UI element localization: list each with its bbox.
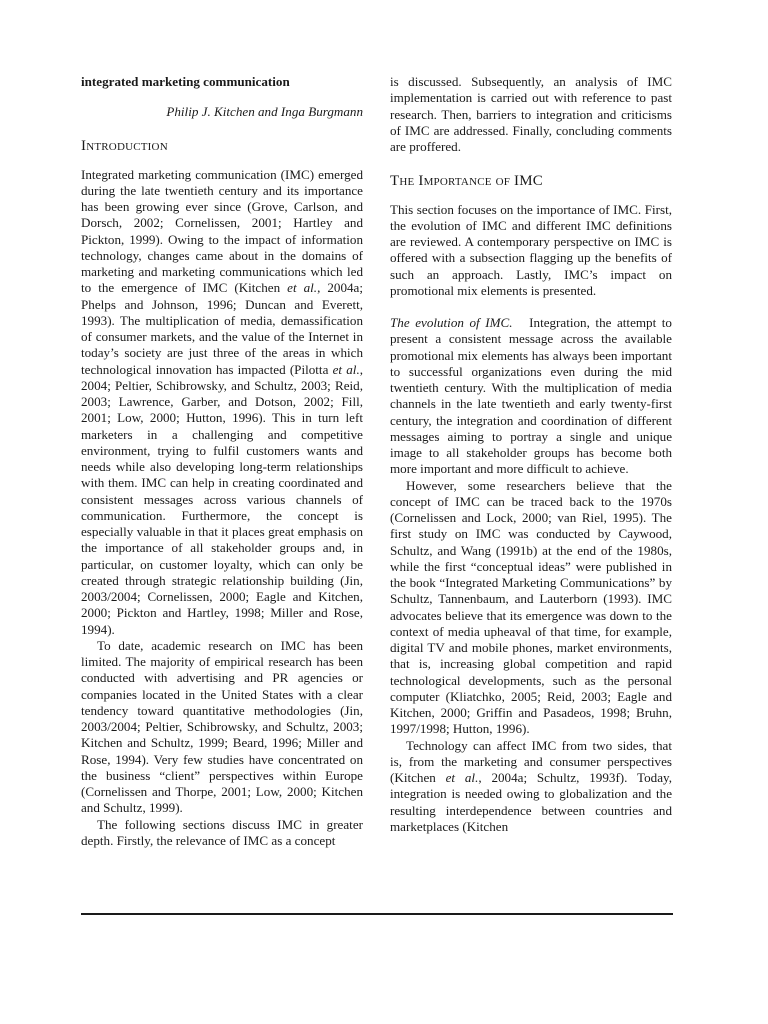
evolution-paragraph-3-part-a: Technology can affect IMC from two sides, that is, from the marketing and consumer perspectives (Kitchen <box>390 737 672 785</box>
intro-paragraph-3: The following sections discuss IMC in greater depth. Firstly, the relevance of IMC as a concept <box>81 816 363 848</box>
left-column <box>81 74 363 849</box>
section-heading-importance: The Importance of IMC <box>390 173 543 190</box>
footer-rule <box>81 913 673 915</box>
right-column <box>390 74 672 835</box>
article-title: integrated marketing communication <box>81 74 290 89</box>
evolution-paragraph-3 <box>390 738 672 836</box>
paragraph-gap <box>390 299 672 315</box>
article-authors: Philip J. Kitchen and Inga Burgmann <box>166 104 363 119</box>
et-al-italic: et al. <box>332 361 360 377</box>
section-heading-introduction: Introduction <box>81 138 168 155</box>
evolution-paragraph-1 <box>390 315 672 478</box>
intro-paragraph-1-part-b: , 2004a; Phelps and Johnson, 1996; Duncan and Everett, 1993). The multiplication of media, demassification of consumer markets, and the value of the Internet in today’s society are just three of the areas in which technological innovation has impacted (Pilotta <box>81 280 363 377</box>
et-al-italic: et al. <box>445 770 479 785</box>
intro-paragraph-1-part-c: , 2004; Peltier, Schibrowsky, and Schultz, 2003; Reid, 2003; Lawrence, Garber, and Dotson, 2002; Fill, 2001; Low, 2000; Hutton, 1996). This in turn left marketers in a challenging and competitive environment, trying to fulfil customers wants and needs while also developing long-term relationships with them. IMC can help in creating coordinated and consistent messages across various channels of communication. Furthermore, the concept is especially valuable in that it places great emphasis on the importance of all stakeholder groups and, in particular, on customer loyalty, which can only be created through strategic relationship building (Jin, 2003/2004; Cornelissen, 2000; Eagle and Kitchen, 2000; Pickton and Hartley, 1998; Miller and Rose, 1994). <box>81 361 363 637</box>
continued-paragraph: is discussed. Subsequently, an analysis of IMC implementation is carried out with reference to past research. Then, barriers to integration and criticisms of IMC are addressed. Finally, concluding comments are proffered. <box>390 74 672 154</box>
intro-paragraph-1 <box>81 167 363 638</box>
subheading-evolution: The evolution of IMC. <box>390 315 513 330</box>
importance-paragraph-1: This section focuses on the importance of IMC. First, the evolution of IMC and different IMC definitions are reviewed. A contemporary perspective on IMC is offered with a subsection flagging up the benefits of such an approach. Lastly, IMC’s impact on promotional mix elements is presented. <box>390 201 672 298</box>
intro-paragraph-2: To date, academic research on IMC has been limited. The majority of empirical research has been conducted with advertising and PR agencies or companies located in the United States with a clear tendency toward quantitative methodologies (Jin, 2003/2004; Peltier, Schibrowsky, and Schultz, 2003; Kitchen and Schultz, 1999; Beard, 1996; Miller and Rose, 1994). Very few studies have concentrated on the business “client” perspectives within Europe (Cornelissen and Thorpe, 2001; Low, 2000; Kitchen and Schultz, 1999). <box>81 637 363 816</box>
et-al-italic: et al. <box>287 280 318 296</box>
evolution-paragraph-1-text: Integration, the attempt to present a consistent message across the available promotional mix elements has always been important to successful organizations even during the mid twentieth century. With the multiplication of media channels in the late twentieth and early twenty-first century, the integration and coordination of different messages aiming to portray a single and unique image to all stakeholder groups has become both more important and more difficult to achieve. <box>390 315 672 477</box>
evolution-paragraph-3-part-b: , 2004a; Schultz, 1993f). Today, integration is needed owing to globalization and the resulting interdependence between countries and marketplaces (Kitchen <box>390 770 672 834</box>
evolution-paragraph-2: However, some researchers believe that the concept of IMC can be traced back to the 1970s (Cornelissen and Lock, 2000; van Riel, 1995). The first study on IMC was conducted by Caywood, Schultz, and Wang (1991b) at the end of the 1980s, while the first “conceptual ideas” were published in the book “Integrated Marketing Communications” by Schultz, Tannenbaum, and Lauterborn (1993). IMC advocates believe that its emergence was down to the context of media upheaval of that time, for example, digital TV and mobile phones, market environments, that is, increasing global competition and rapid technological developments, such as the personal computer (Kliatchko, 2005; Reid, 2003; Eagle and Kitchen, 2000; Griffin and Pasadeos, 1998; Bruhn, 1997/1998; Hutton, 1996). <box>390 477 672 737</box>
intro-paragraph-1-part-a: Integrated marketing communication (IMC) emerged during the late twentieth century and its importance has been growing ever since (Grove, Carlson, and Dorsch, 2002; Cornelissen, 2001; Hartley and Pickton, 1999). Owing to the impact of information technology, changes came about in the domains of marketing and marketing communications which led to the emergence of IMC (Kitchen <box>81 166 363 296</box>
